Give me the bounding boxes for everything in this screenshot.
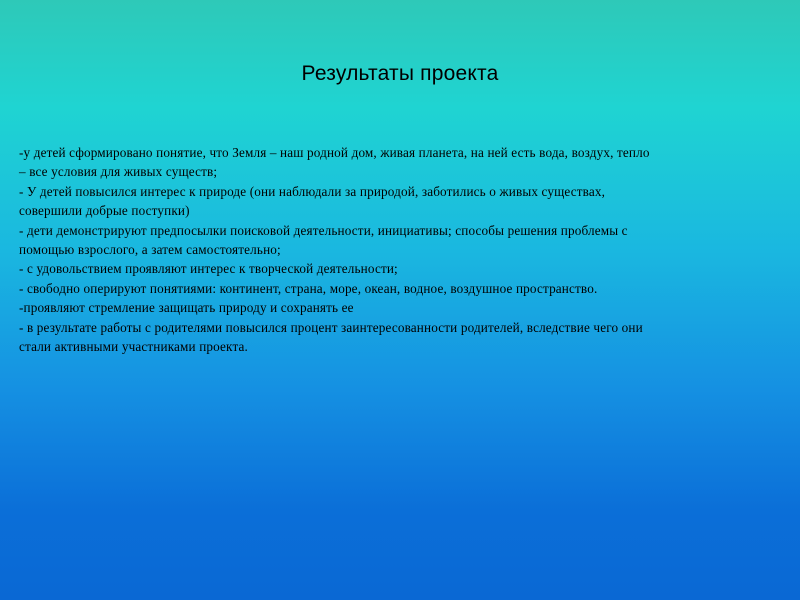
slide-title: Результаты проекта xyxy=(301,62,499,85)
text-line: - с удовольствием проявляют интерес к творческой деятельности; xyxy=(19,261,398,277)
text-line: помощью взрослого, а затем самостоятельно; xyxy=(19,242,281,258)
text-line: - дети демонстрируют предпосылки поисковой деятельности, инициативы; способы решения проблемы с xyxy=(19,222,628,238)
results-text xyxy=(19,143,781,356)
text-line: - в результате работы с родителями повысился процент заинтересованности родителей, вследствие чего они xyxy=(19,319,643,335)
text-line: совершили добрые поступки) xyxy=(19,203,190,219)
text-line: – все условия для живых существ; xyxy=(19,164,218,180)
text-line: -у детей сформировано понятие, что Земля – наш родной дом, живая планета, на ней есть вода, воздух, тепло xyxy=(19,145,650,160)
text-line: - У детей повысился интерес к природе (они наблюдали за природой, заботились о живых существах, xyxy=(19,183,606,199)
text-line: стали активными участниками проекта. xyxy=(19,339,248,355)
text-line: - свободно оперируют понятиями: континент, страна, море, океан, водное, воздушное пространство. xyxy=(19,280,598,296)
text-line: -проявляют стремление защищать природу и сохранять ее xyxy=(19,300,354,316)
